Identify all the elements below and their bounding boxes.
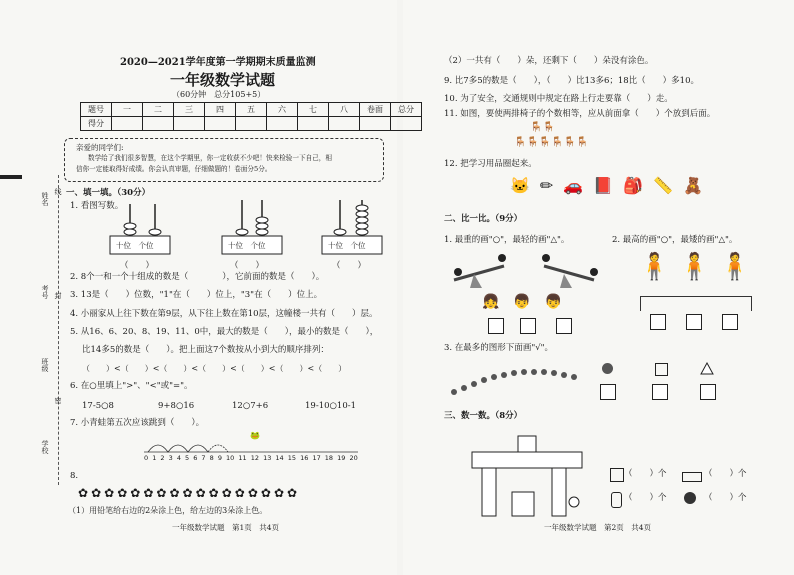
children-faces: 👧👦👦 <box>482 294 577 310</box>
binding-line <box>58 175 59 485</box>
sphere-icon <box>684 492 696 504</box>
binding-mark <box>0 175 22 179</box>
binding-label-id: 考号 <box>41 285 49 299</box>
flower-icon[interactable]: ✿ <box>260 486 274 500</box>
flower-icon[interactable]: ✿ <box>195 486 209 500</box>
q5-text-b: 比14多5的数是（ ）。把上面这7个数按从小到大的顺序排列： <box>82 345 329 355</box>
shape-triangle-icon <box>700 362 714 375</box>
binding-label-class: 班级 <box>41 358 49 372</box>
tick-label: 4 <box>176 454 181 462</box>
answer-box-heavy-2[interactable] <box>520 318 536 334</box>
q6-item-2[interactable]: 9+8○16 <box>158 401 195 411</box>
count-cube[interactable]: （ ）个 <box>624 469 667 479</box>
number-line <box>140 428 380 468</box>
q8-text: 8. <box>70 471 79 481</box>
binding-label-school: 学校 <box>41 440 49 454</box>
score-cell[interactable] <box>298 117 329 131</box>
flower-icon[interactable]: ✿ <box>143 486 157 500</box>
score-header-cell: 总分 <box>391 103 422 117</box>
tick-label: 10 <box>226 454 235 462</box>
q5-text-c: （ ）<（ ）<（ ）<（ ）<（ ）<（ ）<（ ） <box>82 364 347 373</box>
score-cell[interactable] <box>360 117 391 131</box>
score-header-cell: 四 <box>205 103 236 117</box>
svg-text:🐸: 🐸 <box>250 431 260 440</box>
left-footer: 一年级数学试题 第1页 共4页 <box>172 523 280 532</box>
tick-label: 0 <box>144 454 149 462</box>
tick-label: 11 <box>238 454 247 462</box>
c3-text: 3. 在最多的图形下面画"√"。 <box>444 343 554 353</box>
score-header-cell: 一 <box>112 103 143 117</box>
q8-sub-text: （1）用铅笔给右边的2朵涂上色，给左边的3朵涂上色。 <box>68 506 268 515</box>
tick-label: 8 <box>209 454 214 462</box>
flower-icon[interactable]: ✿ <box>169 486 183 500</box>
score-header-cell: 八 <box>329 103 360 117</box>
exam-title: 一年级数学试题 <box>170 71 276 89</box>
exam-header: 2020—2021学年度第一学期期末质量监测 <box>120 57 316 68</box>
binding-label-secret: 密 <box>54 397 62 404</box>
r9-text: 9. 比7多5的数是（ ），（ ）比13多6；18比（ ）多10。 <box>444 76 699 86</box>
score-cell[interactable] <box>329 117 360 131</box>
score-header-cell: 七 <box>298 103 329 117</box>
tick-label: 20 <box>349 454 358 462</box>
answer-box-heavy-3[interactable] <box>556 318 572 334</box>
chairs-row-1: 🪑🪑 <box>530 122 555 133</box>
flower-icon[interactable]: ✿ <box>247 486 261 500</box>
abacus-3-answer[interactable]: （ ） <box>332 261 367 271</box>
q1-text: 1. 看图写数。 <box>70 201 124 211</box>
flower-icon[interactable]: ✿ <box>208 486 222 500</box>
flower-icon[interactable]: ✿ <box>221 486 235 500</box>
answer-box-tall-3[interactable] <box>722 314 738 330</box>
flower-icon[interactable]: ✿ <box>117 486 131 500</box>
exam-subtitle: （60分钟 总分105+5） <box>172 90 266 99</box>
flower-icon[interactable]: ✿ <box>156 486 170 500</box>
flower-icon[interactable]: ✿ <box>130 486 144 500</box>
score-header-cell: 五 <box>236 103 267 117</box>
count-cuboid[interactable]: （ ）个 <box>704 469 747 479</box>
tick-label: 6 <box>193 454 198 462</box>
tick-label: 14 <box>275 454 284 462</box>
score-header-cell: 六 <box>267 103 298 117</box>
tick-label: 16 <box>300 454 309 462</box>
r2-text: （2）一共有（ ）朵，还剩下（ ）朵没有涂色。 <box>444 56 654 66</box>
score-cell[interactable] <box>236 117 267 131</box>
flower-icon[interactable]: ✿ <box>91 486 105 500</box>
answer-box-most-1[interactable] <box>600 384 616 400</box>
block-building <box>462 432 602 520</box>
score-header-cell: 二 <box>143 103 174 117</box>
tick-label: 5 <box>185 454 190 462</box>
toy-cat-icon[interactable]: 🐱 <box>510 176 540 195</box>
cuboid-icon <box>682 472 702 482</box>
notice-line2: 信你一定能取得好成绩。你会认真审题，仔细做题的！卷面分5分。 <box>76 165 272 173</box>
q6-text: 6. 在○里填上">"、"<"或"="。 <box>70 381 193 391</box>
tick-label: 9 <box>217 454 222 462</box>
score-cell[interactable] <box>112 117 143 131</box>
answer-box-tall-2[interactable] <box>686 314 702 330</box>
seesaw-picture <box>448 250 608 298</box>
q4-text: 4. 小丽家从上往下数在第9层，从下往上数在第10层，这幢楼一共有（ ）层。 <box>70 309 378 319</box>
score-header-cell: 卷面 <box>360 103 391 117</box>
tick-label: 2 <box>160 454 165 462</box>
shape-circle-icon <box>602 363 613 374</box>
sharpener-icon[interactable]: ✏ <box>539 176 564 195</box>
flower-row <box>78 486 300 500</box>
section-1-title: 一、填一填。（30分） <box>66 188 151 198</box>
flower-icon[interactable]: ✿ <box>182 486 196 500</box>
flower-icon[interactable]: ✿ <box>104 486 118 500</box>
flower-icon[interactable]: ✿ <box>287 486 301 500</box>
answer-box-most-2[interactable] <box>652 384 668 400</box>
tick-label: 18 <box>324 454 334 462</box>
q6-item-4[interactable]: 19-10○10-1 <box>305 401 357 411</box>
score-table <box>80 102 422 131</box>
q6-item-1[interactable]: 17-5○8 <box>82 401 114 411</box>
q3-text: 3. 13是（ ）位数，"1"在（ ）位上，"3"在（ ）位上。 <box>70 290 323 300</box>
score-header-cell: 题号 <box>81 103 112 117</box>
answer-box-most-3[interactable] <box>700 384 716 400</box>
tick-label: 12 <box>250 454 259 462</box>
cylinder-icon <box>611 492 622 508</box>
abacus-1-answer[interactable]: （ ） <box>120 261 155 271</box>
answer-box-heavy-1[interactable] <box>488 318 504 334</box>
chairs-row-2: 🪑🪑🪑🪑🪑🪑 <box>514 137 589 148</box>
flower-icon[interactable]: ✿ <box>273 486 287 500</box>
r10-text: 10. 为了安全，交通规则中规定在路上行走要靠（ ）走。 <box>444 94 673 104</box>
q2-text: 2. 8个一和一个十组成的数是（ ），它前面的数是（ ）。 <box>70 272 325 282</box>
tick-label: 19 <box>337 454 346 462</box>
book-icon[interactable]: 📕 <box>593 176 624 195</box>
binding-label-name: 姓名 <box>41 192 49 206</box>
notice-greeting: 亲爱的同学们: <box>76 143 124 152</box>
abacus-2-answer[interactable]: （ ） <box>230 261 265 271</box>
section-3-title: 三、数一数。（8分） <box>444 411 523 421</box>
q5-text-a: 5. 从16、6、20、8、19、11、0中，最大的数是（ ），最小的数是（ ）， <box>70 327 379 337</box>
score-cell[interactable] <box>391 117 422 131</box>
right-footer: 一年级数学试题 第2页 共4页 <box>544 523 652 532</box>
abacus-2-label: 十位 个位 <box>228 241 266 250</box>
r12-text: 12. 把学习用品圈起来。 <box>444 159 537 169</box>
tick-label: 17 <box>312 454 321 462</box>
r11-text: 11. 如图，要使两排椅子的个数相等，应从前面拿（ ）个放到后面。 <box>444 109 716 119</box>
tick-label: 13 <box>263 454 272 462</box>
number-line-ticks <box>144 454 358 462</box>
q6-item-3[interactable]: 12○7+6 <box>232 401 269 411</box>
podium <box>640 296 752 311</box>
score-cell[interactable] <box>143 117 174 131</box>
flower-icon[interactable]: ✿ <box>234 486 248 500</box>
tick-label: 7 <box>201 454 206 462</box>
flower-icon[interactable]: ✿ <box>78 486 92 500</box>
count-cylinder[interactable]: （ ）个 <box>624 493 667 503</box>
binding-label-line: 线 <box>54 188 62 195</box>
q7-text: 7. 小青蛙第五次应该跳到（ ）。 <box>70 418 205 428</box>
c2-text: 2. 最高的画"○"，最矮的画"△"。 <box>612 235 738 245</box>
score-cell[interactable] <box>205 117 236 131</box>
section-2-title: 二、比一比。（9分） <box>444 214 523 224</box>
score-header-cell: 三 <box>174 103 205 117</box>
toy-car-icon[interactable]: 🚗 <box>563 176 594 195</box>
ruler-icon[interactable]: 📏 <box>653 176 684 195</box>
tick-label: 1 <box>152 454 157 462</box>
school-items-row <box>510 176 713 195</box>
backpack-icon[interactable]: 🎒 <box>623 176 654 195</box>
score-cell[interactable] <box>174 117 205 131</box>
answer-box-tall-1[interactable] <box>650 314 666 330</box>
score-cell[interactable] <box>267 117 298 131</box>
binding-label-seal: 封 <box>54 292 62 299</box>
cube-icon <box>610 468 624 482</box>
abacus-3-label: 十位 个位 <box>328 241 366 250</box>
doll-icon[interactable]: 🧸 <box>683 176 713 195</box>
c1-text: 1. 最重的画"○"，最轻的画"△"。 <box>444 235 570 245</box>
bead-arc <box>446 358 586 398</box>
abacus-1-label: 十位 个位 <box>116 241 154 250</box>
tick-label: 3 <box>168 454 173 462</box>
tick-label: 15 <box>287 454 297 462</box>
notice-line1: 数学给了我们很多智慧，在这个学期里，你一定收获不少吧！快来检验一下自己，相 <box>88 154 332 162</box>
kids-heights: 🧍🧍🧍 <box>638 252 760 282</box>
count-sphere[interactable]: （ ）个 <box>704 493 747 503</box>
shape-square-icon <box>655 363 668 376</box>
score-row-label: 得分 <box>81 117 112 131</box>
